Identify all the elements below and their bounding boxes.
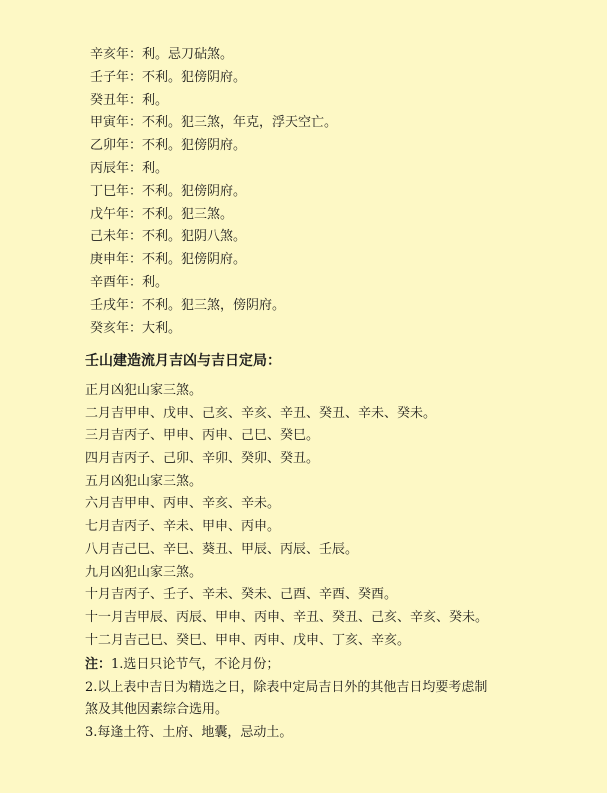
year-row [90,67,337,90]
monthly-fortune-list [85,380,488,652]
month-row: 正月凶犯山家三煞。 [85,383,203,398]
year-row [90,295,337,318]
yearly-fortune-list [90,44,337,340]
year-row [90,226,337,249]
note-line: 3.每逢土符、土府、地囊，忌动土。 [85,725,293,741]
year-label: 壬戌年： [90,297,143,313]
year-row [90,90,337,113]
notes-label: 注： [85,657,112,672]
month-row: 六月吉甲申、丙申、辛亥、辛未。 [85,496,281,512]
notes-block [85,654,535,745]
year-label: 壬子年： [90,69,143,85]
year-label: 丙辰年： [90,160,143,176]
note-line: 煞及其他因素综合选用。 [85,702,229,718]
year-row [90,44,337,67]
year-label: 辛酉年： [90,274,143,290]
month-row: 十二月吉己巳、癸巳、甲申、丙申、戊申、丁亥、辛亥。 [85,632,411,648]
year-row [90,112,337,135]
year-text: 利。 [142,160,169,176]
year-text: 不利。犯傍阴府。 [142,183,247,199]
year-label: 癸丑年： [90,92,143,108]
year-row [90,272,337,295]
year-text: 不利。犯傍阴府。 [142,252,247,268]
year-row [90,135,337,158]
year-text: 不利。犯阴八煞。 [142,229,247,245]
year-text: 不利。犯三煞。 [142,206,234,222]
note-line: 2.以上表中吉日为精选之日，除表中定局吉日外的其他吉日均要考虑制 [85,679,488,695]
year-text: 利。 [142,274,169,290]
year-label: 甲寅年： [90,115,143,131]
month-row: 十一月吉甲辰、丙辰、甲申、丙申、辛丑、癸丑、己亥、辛亥、癸未。 [85,609,489,625]
year-row [90,318,337,341]
year-label: 庚申年： [90,252,143,268]
note-line [85,654,535,677]
year-label: 己未年： [90,229,143,245]
year-label: 戊午年： [90,206,143,222]
month-row: 九月凶犯山家三煞。 [85,564,203,580]
year-label: 乙卯年： [90,138,143,154]
month-row: 八月吉己巳、辛巳、葵丑、甲辰、丙辰、壬辰。 [85,541,359,557]
year-row [90,204,337,227]
year-label: 丁巳年： [90,183,143,199]
year-row [90,249,337,272]
year-text: 利。忌刀砧煞。 [142,47,234,62]
month-row: 七月吉丙子、辛未、甲申、丙申。 [85,519,281,535]
year-row [90,158,337,181]
year-label: 癸亥年： [90,320,143,336]
month-row: 四月吉丙子、己卯、辛卯、癸卯、癸丑。 [85,451,320,467]
note-text: 1.选日只论节气，不论月份； [111,657,280,672]
year-text: 不利。犯傍阴府。 [142,69,247,85]
year-text: 不利。犯三煞，年克，浮天空亡。 [142,115,338,131]
section-heading: 壬山建造流月吉凶与吉日定局： [85,353,281,369]
year-row [90,181,337,204]
month-row: 十月吉丙子、壬子、辛未、癸未、己酉、辛酉、癸酉。 [85,587,398,603]
month-row: 二月吉甲申、戊申、己亥、辛亥、辛丑、癸丑、辛未、癸未。 [85,405,437,421]
year-label: 辛亥年： [90,47,143,62]
year-text: 利。 [142,92,169,108]
year-text: 不利。犯傍阴府。 [142,138,247,154]
month-row: 三月吉丙子、甲申、丙申、己巳、癸巳。 [85,428,320,444]
year-text: 大利。 [142,320,182,336]
year-text: 不利。犯三煞，傍阴府。 [142,297,286,313]
month-row: 五月凶犯山家三煞。 [85,473,203,489]
